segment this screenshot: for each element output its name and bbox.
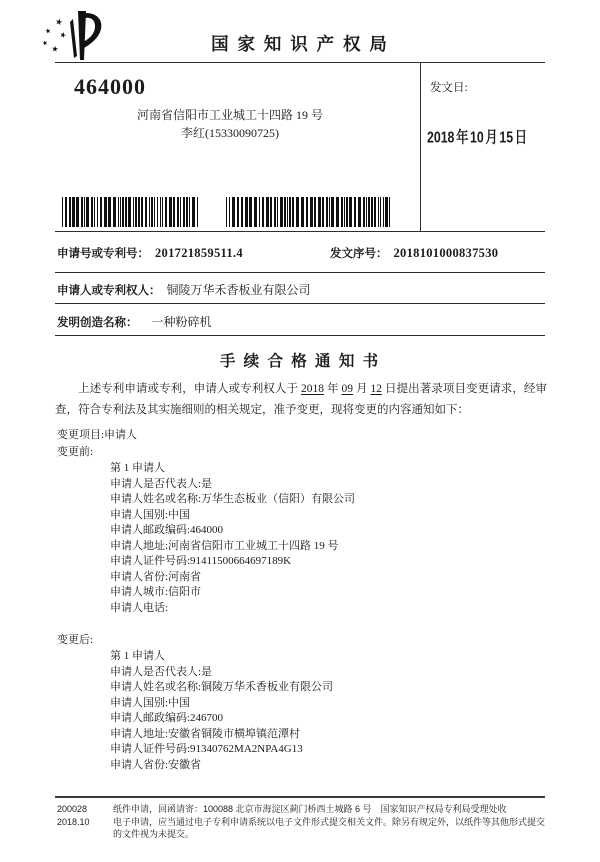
barcode-bar [329,197,330,227]
detail-line: 申请人姓名或名称:铜陵万华禾香板业有限公司 [110,681,334,693]
barcode-bar [266,197,269,227]
applicant-row [57,281,545,299]
underlined-date: 12 [370,383,382,395]
barcode-bar [371,197,373,227]
barcode-bar [108,197,111,227]
paragraph-text: 上述专利申请或专利，申请人或专利权人于 [78,383,301,395]
applicant-value: 铜陵万华禾香板业有限公司 [166,283,311,297]
barcode-bar [245,197,248,227]
barcode-bar [122,197,124,227]
paragraph-text: 月 [353,383,371,395]
barcode-bar [65,197,67,227]
footer-paper-instruction: 纸件申请，回函请寄：100088 北京市海淀区蓟门桥西土城路 6 号 国家知识产权局专利局受理处收 [113,804,507,814]
detail-line: 申请人地址:安徽省铜陵市横埠镇范潭村 [110,727,301,740]
barcode-bar [280,197,283,227]
barcode-bar [326,197,328,227]
barcode-bar [354,197,356,227]
footer-rule [55,796,545,798]
invention-title-row [57,313,545,331]
change-before-label: 变更前: [57,446,94,458]
barcode-bar [100,197,102,227]
detail-line: 申请人省份:安徽省 [110,758,202,771]
dispatch-number-value: 2018101000837530 [393,246,499,260]
barcode-bar [232,197,235,227]
barcode-bar [81,197,83,227]
detail-line: 申请人邮政编码:246700 [110,712,224,724]
recipient-contact: 李红(15330090725) [181,126,279,140]
applicant-label: 申请人或专利权人： [57,285,161,297]
barcode-bar [318,197,321,227]
barcode-graphic-1 [62,197,198,227]
barcode-bar [141,197,143,227]
barcode-bar [241,197,243,227]
barcode-bar [385,197,388,227]
barcode-graphic-2 [226,197,390,227]
barcode-bar [86,197,89,227]
barcode-bar [149,197,150,227]
after-change-list [110,649,547,773]
barcode-bar [69,197,71,227]
barcode-bar [180,197,181,227]
detail-line: 申请人地址:河南省信阳市工业城工十四路 19 号 [110,539,339,552]
notice-title: 手 续 合 格 通 知 书 [219,353,381,370]
barcode-bar [277,197,278,227]
barcode-bar [383,197,384,227]
barcode-bar [378,197,379,227]
detail-line: 申请人是否代表人:是 [110,477,213,490]
header-divider [55,62,545,63]
barcode-bar [310,197,313,227]
spacer [57,616,547,632]
detail-line: 第 1 申请人 [110,462,165,474]
barcode-bar [274,197,276,227]
barcode-bar [192,197,195,227]
barcode-bar [249,197,252,227]
barcode-bar [292,197,294,227]
footer-code-date: 2018.10 [57,817,90,827]
barcode-bar [374,197,376,227]
paragraph-text: 年 [324,383,342,395]
barcode-bar [336,197,339,227]
invention-title-label: 发明创造名称： [57,317,138,329]
barcode-bar [314,197,316,227]
detail-line: 申请人省份:河南省 [110,570,202,583]
barcode-bar [349,197,352,227]
application-number-row [57,244,545,262]
dispatch-date-label: 发文日: [430,82,468,94]
barcode-bar [125,197,127,227]
barcode-bar [306,197,308,227]
notice-paragraph [55,379,547,420]
barcode-bar [128,197,131,227]
barcode-bar [380,197,381,227]
detail-line: 申请人国别:中国 [110,508,191,521]
recipient-address: 河南省信阳市工业城工十四路 19 号 [136,108,323,122]
barcode-bar [284,197,286,227]
before-change-list [110,461,547,616]
detail-line: 第 1 申请人 [110,650,165,662]
barcode-bar [366,197,367,227]
barcode-bar [162,197,163,227]
barcode-bar [389,197,390,227]
barcode-bar [186,197,188,227]
barcode-bar [135,197,137,227]
row-divider [55,272,545,273]
detail-line: 申请人证件号码:91340762MA2NPA4G13 [110,743,303,755]
barcode-bar [165,197,167,227]
barcode-bar [62,197,63,227]
barcode-bar [226,197,227,227]
detail-line: 申请人国别:中国 [110,696,191,709]
footer-code-number: 200028 [57,804,88,814]
barcode-bar [138,197,140,227]
barcode-bar [322,197,324,227]
barcode-bar [97,197,98,227]
barcode-bar [118,197,119,227]
row-divider [55,231,545,232]
barcode-bar [341,197,343,227]
underlined-date: 09 [341,383,353,395]
barcode-bar [113,197,116,227]
dispatch-box-divider [420,62,421,232]
barcode-bar [84,197,85,227]
detail-line: 申请人姓名或名称:万华生态板业（信阳）有限公司 [110,493,356,505]
org-title: 国 家 知 识 产 权 局 [211,34,389,54]
barcode-bar [331,197,334,227]
recipient-address-block [95,106,365,142]
footer-electronic-instruction: 电子申请，应当通过电子专利申请系统以电子文件形式提交相关文件。除另有规定外，以纸件等其他形式提交的文件视为未提交。 [113,816,546,839]
dispatch-date-value: 2018 年 10 月 15 日 [427,128,528,146]
application-number-label: 申请号或专利号： [57,248,149,260]
row-divider [55,335,545,336]
barcode-bar [72,197,75,227]
barcode-bar [154,197,155,227]
change-after-label: 变更后: [57,634,94,646]
detail-line: 申请人城市:信阳市 [110,586,202,598]
barcode-bar [173,197,175,227]
barcode-bar [237,197,239,227]
barcode-bar [296,197,299,227]
change-details-block [57,427,547,773]
barcode-bar [270,197,272,227]
barcode-bar [346,197,348,227]
barcode-bar [259,197,260,227]
footer-form-code [57,803,90,829]
invention-title-value: 一种粉碎机 [151,315,212,329]
barcode-bar [358,197,361,227]
barcode-bar [145,197,147,227]
barcode-bar [189,197,190,227]
detail-line: 申请人电话: [110,601,169,614]
barcode-bar [151,197,153,227]
underlined-date: 2018 [301,383,324,395]
detail-line: 申请人证件号码:91411500664697189K [110,555,292,567]
barcode-bar [368,197,370,227]
barcode-bar [183,197,185,227]
detail-line: 申请人邮政编码:464000 [110,524,224,536]
barcode-bar [344,197,345,227]
barcode-bar [262,197,264,227]
barcode-bar [120,197,121,227]
application-number-value: 201721859511.4 [155,246,243,260]
recipient-postal-code: 464000 [74,74,146,99]
barcode-bar [94,197,95,227]
dispatch-number-group [330,244,498,262]
barcode-bar [157,197,158,227]
barcode-bar [160,197,161,227]
barcode-bar [363,197,365,227]
row-divider [55,303,545,304]
dispatch-number-label: 发文序号： [330,248,388,260]
barcode-bar [76,197,79,227]
footer-instructions [113,803,547,841]
barcode-bar [287,197,288,227]
barcode-bar [91,197,93,227]
barcode-bar [301,197,304,227]
barcode-bar [289,197,291,227]
barcode-bar [104,197,107,227]
barcode-bar [177,197,179,227]
detail-line: 申请人是否代表人:是 [110,665,213,678]
barcode-bar [254,197,257,227]
paragraph-text: 日提出著录项目变更请求，经审查，符合专利法及其实施细则的相关规定，准予变更，现将变更的内容通知如下： [55,383,548,416]
change-item-line: 变更项目:申请人 [57,429,138,441]
barcode-bar [133,197,134,227]
barcode-bar [169,197,172,227]
barcode-bar [229,197,230,227]
barcode-bar [197,197,198,227]
